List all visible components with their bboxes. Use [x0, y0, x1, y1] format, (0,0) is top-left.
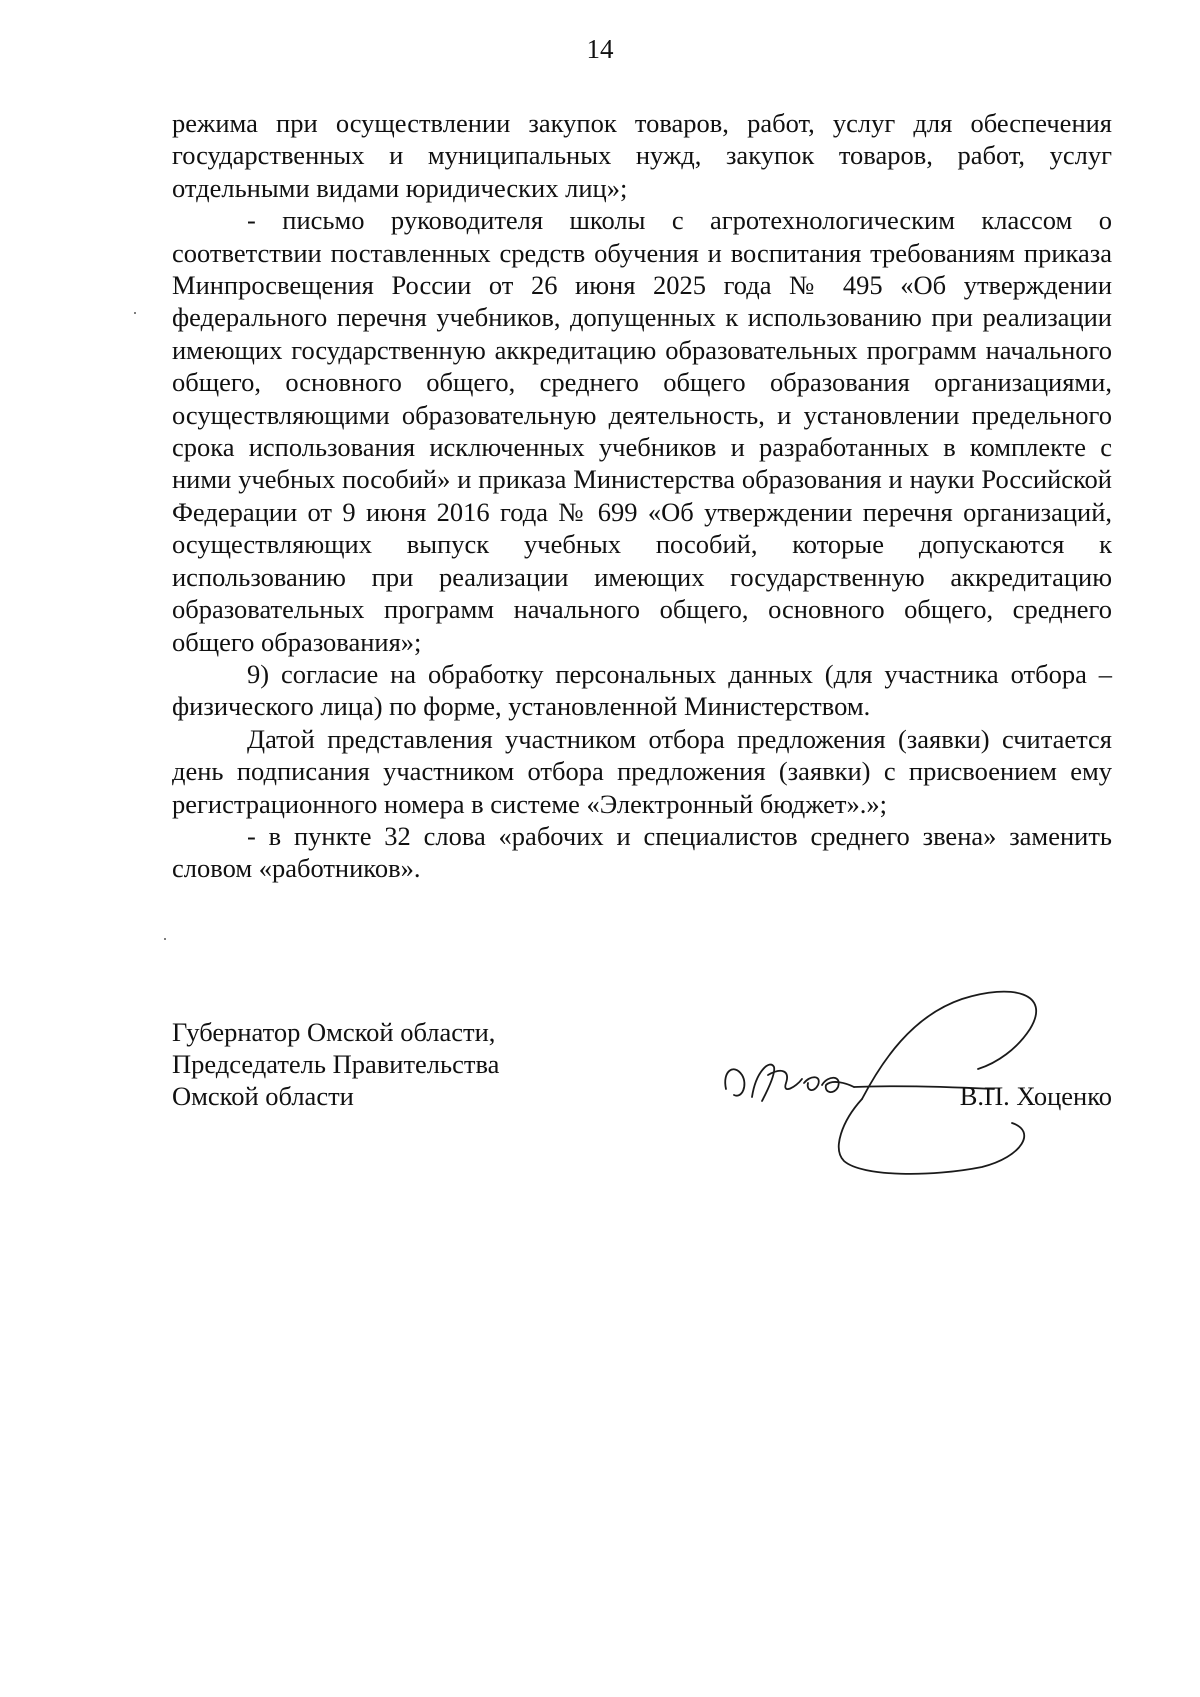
scan-speck: [134, 312, 136, 314]
signature-block: [172, 1016, 1112, 1176]
paragraph-personal-data-consent: 9) согласие на обработку персональных данных (для участника отбора – физического лица) по форме, установленной Министерством.: [172, 658, 1112, 722]
page-number: 14: [586, 34, 614, 64]
signer-title-line: Председатель Правительства: [172, 1049, 500, 1079]
paragraph-continuation: режима при осуществлении закупок товаров, работ, услуг для обеспечения государственных и муниципальных нужд, закупок товаров, работ, услуг отдельными видами юридических лиц»;: [172, 108, 1112, 203]
scan-speck: [164, 938, 166, 940]
paragraph-item-32-amendment: - в пункте 32 слова «рабочих и специалистов среднего звена» заменить словом «работников».: [172, 820, 1112, 884]
signer-title-line: Губернатор Омской области,: [172, 1017, 496, 1047]
paragraph-school-letter: - письмо руководителя школы с агротехнологическим классом о соответствии поставленных средств обучения и воспитания требованиям приказа Минпросвещения России от 26 июня 2025 года № 495 «Об утверждении федерального перечня учебников, допущенных к использованию при реализации имеющих государственную аккредитацию образовательных программ начального общего, основного общего, среднего общего образования организациями, осуществляющими образовательную деятельность, и установлении предельного срока использования исключенных учебников и разработанных в комплекте с ними учебных пособий» и приказа Министерства образования и науки Российской Федерации от 9 июня 2016 года № 699 «Об утверждении перечня организаций, осуществляющих выпуск учебных пособий, которые допускаются к использованию при реализации имеющих государственную аккредитацию образовательных программ начального общего, основного общего, среднего общего образования»;: [172, 205, 1112, 657]
signer-name: В.П. Хоценко: [959, 1081, 1112, 1111]
document-body: [172, 107, 1112, 885]
signer-title-line: Омской области: [172, 1081, 354, 1111]
signer-title: [172, 1016, 672, 1112]
paragraph-submission-date: Датой представления участником отбора предложения (заявки) считается день подписания участником отбора предложения (заявки) с присвоением ему регистрационного номера в системе «Электронный бюджет».»;: [172, 723, 1112, 819]
